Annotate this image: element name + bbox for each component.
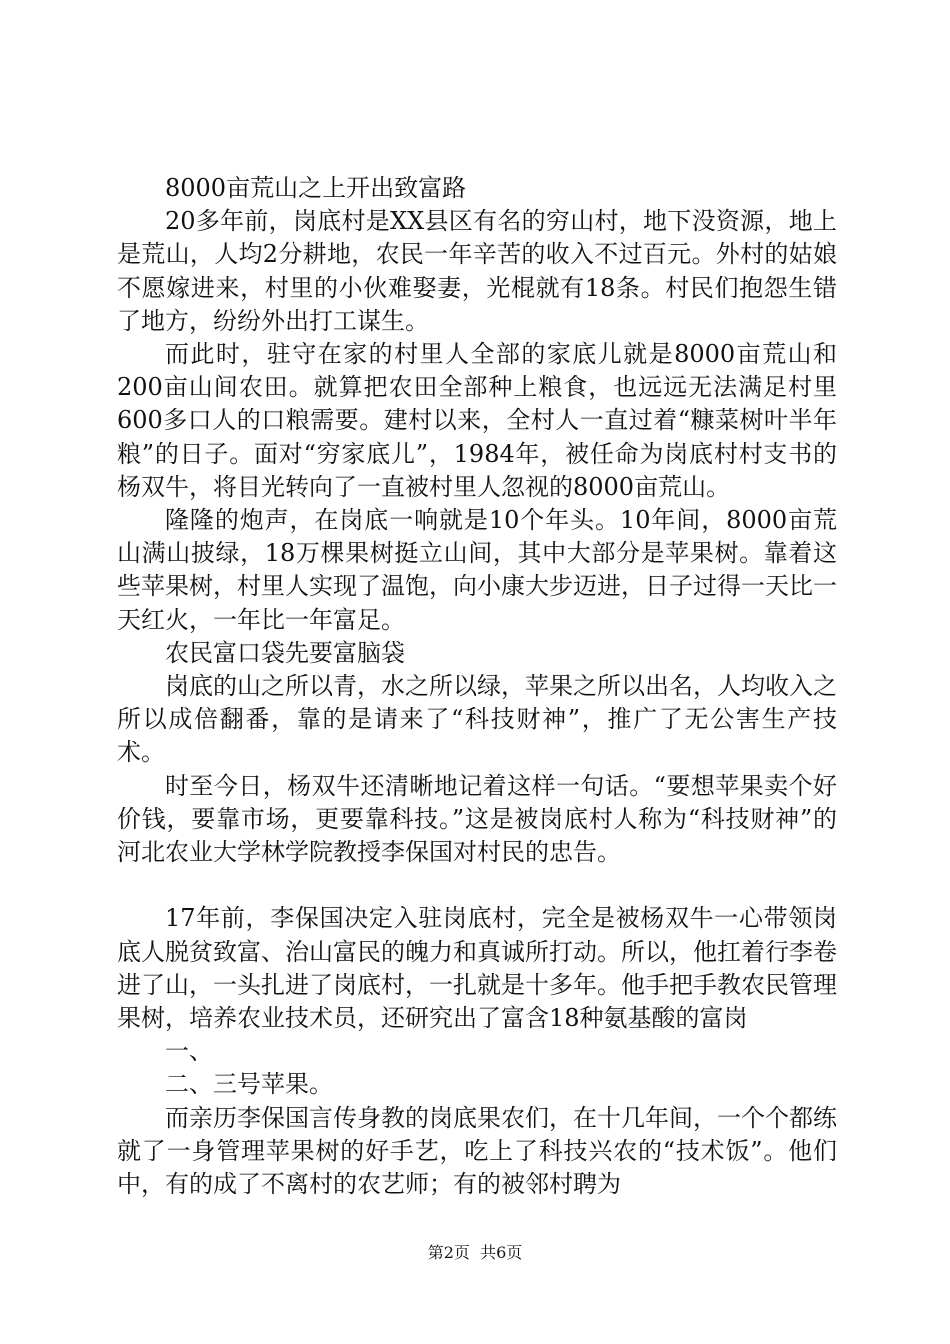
section-heading-2: 农民富口袋先要富脑袋	[165, 638, 405, 667]
paragraph-4: 岗底的山之所以青，水之所以绿，苹果之所以出名，人均收入之所以成倍翻番，靠的是请来了“科技财神”，推广了无公害生产技术。	[117, 672, 837, 767]
paragraph-6: 17年前，李保国决定入驻岗底村，完全是被杨双牛一心带领岗底人脱贫致富、治山富民的魄力和真诚所打动。所以，他扛着行李卷进了山，一头扎进了岗底村，一扎就是十多年。他手把手教农民管理果树，培养农业技术员，还研究出了富含18种氨基酸的富岗	[117, 904, 837, 1033]
paragraph-5: 时至今日，杨双牛还清晰地记着这样一句话。“要想苹果卖个好价钱，要靠市场，更要靠科技。”这是被岗底村人称为“科技财神”的河北农业大学林学院教授李保国对村民的忠告。	[117, 771, 837, 867]
page-number: 第2页 共6页	[427, 1243, 523, 1262]
list-fragment-2: 二、三号苹果。	[165, 1070, 333, 1099]
page-footer	[0, 1243, 950, 1263]
paragraph-2: 而此时，驻守在家的村里人全部的家底儿就是8000亩荒山和200亩山间农田。就算把农田全部种上粮食，也远远无法满足村里600多口人的口粮需要。建村以来，全村人一直过着“糠菜树叶半年粮”的日子。面对“穷家底儿”，1984年，被任命为岗底村村支书的杨双牛，将目光转向了一直被村里人忽视的8000亩荒山。	[117, 340, 837, 501]
section-heading-1: 8000亩荒山之上开出致富路	[165, 174, 467, 202]
paragraph-3: 隆隆的炮声，在岗底一响就是10个年头。10年间，8000亩荒山满山披绿，18万棵果树挺立山间，其中大部分是苹果树。靠着这些苹果树，村里人实现了温饱，向小康大步迈进，日子过得一天比一天红火，一年比一年富足。	[117, 506, 837, 634]
paragraph-7: 而亲历李保国言传身教的岗底果农们，在十几年间，一个个都练就了一身管理苹果树的好手艺，吃上了科技兴农的“技术饭”。他们中，有的成了不离村的农艺师；有的被邻村聘为	[117, 1103, 837, 1199]
paragraph-1: 20多年前，岗底村是XX县区有名的穷山村，地下没资源，地上是荒山，人均2分耕地，农民一年辛苦的收入不过百元。外村的姑娘不愿嫁进来，村里的小伙难娶妻，光棍就有18条。村民们抱怨生错了地方，纷纷外出打工谋生。	[117, 207, 837, 335]
document-body	[117, 172, 837, 1201]
list-fragment-1: 一、	[165, 1037, 213, 1066]
